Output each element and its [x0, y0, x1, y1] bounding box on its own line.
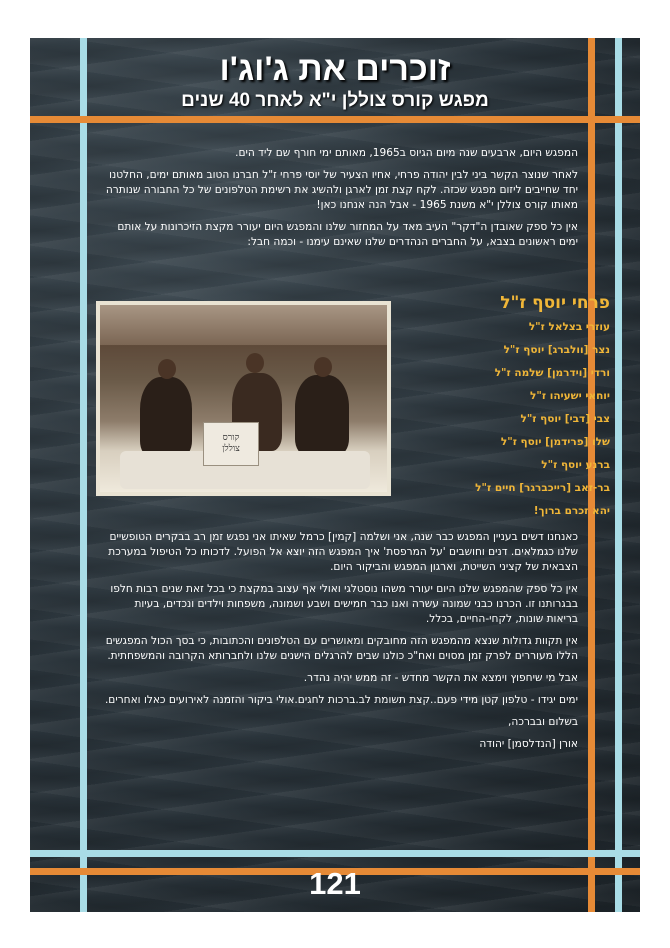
page-subtitle: מפגש קורס צוללן י"א לאחר 40 שנים	[181, 90, 489, 111]
memorial-name: עוזרי בצלאל ז"ל	[528, 321, 610, 333]
memorial-name: צבי [דבי] יוסף ז"ל	[520, 413, 610, 425]
intro-paragraph: המפגש היום, ארבעים שנה מיום הגיוס ב1965, מאותם ימי חורף שם ליד הים.	[235, 147, 578, 159]
memorial-name: ורדי [וידרמן] שלמה ז"ל	[494, 367, 610, 379]
photo-head-left	[158, 359, 176, 379]
body-text	[100, 530, 578, 759]
frame-line-right-cyan	[615, 38, 622, 912]
memorial-closing: יהא זכרם ברוך!	[533, 505, 610, 517]
intro-text	[100, 146, 578, 257]
photo-head-middle	[246, 353, 264, 373]
photo-person-right	[295, 375, 349, 455]
body-paragraph: ימים יגידו - טלפון קטן מידי פעם..קצת תשומת לב.ברכות לחגים.אולי ביקור והזמנה לאירועים כאלו ואחרים.	[104, 694, 578, 706]
frame-line-top-orange	[30, 116, 640, 123]
memorial-name: נצר [וולברג] יוסף ז"ל	[503, 344, 610, 356]
body-paragraph: כאנחנו דשים בעניין המפגש כבר שנה, אני ושלמה [קמין] כרמל שאיתו אני נפגש זמן רב בבקרים הטופשיים שלנו כגמלאים. דנים וחושבים 'על המרפסת' איך המפגש הזה יוצא אל הפועל. לדכותו כל הטיפול במערכת הצבאית של קציני השייטת, וארגון המפגש והביקור היום.	[108, 531, 578, 573]
signature: אורן [הנדלסמן] יהודה	[479, 738, 578, 750]
memorial-name: יוחאי ישעיהו ז"ל	[530, 390, 610, 402]
page-title: זוכרים את ג'וג'ו	[219, 50, 451, 88]
frame-line-left-cyan	[80, 38, 87, 912]
intro-paragraph: לאחר שנוצר הקשר בּיני לבין יהודה פרחי, אחיו הצעיר של יוסי פרחי ז"ל חברנו הטוב מאותם ימים, החלטנו יחד שחייבים ליזום מפגש שכזה. לקח קצת זמן לארגן ולהשיג את רשימת הטלפונים של כל החבורה שנותרה מאותו קורס צוללן י"א משנת 1965 - אבל הנה אנחנו כאן!	[105, 169, 578, 211]
photo-scene	[100, 305, 387, 492]
photo-head-right	[314, 357, 332, 377]
body-paragraph: אין תקוות גדולות שנצא מהמפגש הזה מחובקים ומאושרים עם הטלפונים והכתובות, כי בסך הכול המפגשים הללו מעוררים לפרק זמן מסוים ואח"כ כולנו שבים להרגלים הישנים שלנו ולחברותא הקרובה והמשפחתית.	[105, 635, 578, 662]
body-paragraph: אין כל ספק שהמפגש שלנו היום יעורר משהו נוסטלגי ואולי אף עצוב במקצת כי בכל זאת שנים רבות חלפו בבגרותנו זו. הכרנו כבני שמונה עשרה ואנו כבר חמישים ושבע ושמונה, משפחות וילדים ונכדים, בעיות בריאות שונות, לקחי-החיים, בכלל.	[110, 583, 578, 625]
page-background	[30, 38, 640, 912]
frame-line-bottom-cyan	[30, 850, 640, 857]
memorial-name: בר-זאב [רייכברגר] חיים ז"ל	[475, 482, 610, 494]
photo-sign-line: קורס	[222, 433, 240, 443]
memorial-name: שלו [פרידמן] יוסף ז"ל	[500, 436, 610, 448]
memorial-list	[405, 293, 610, 528]
photo-background-building	[100, 305, 387, 345]
photo-sign-line: צוללן	[222, 444, 240, 454]
memorial-name: ברנע יוסף ז"ל	[541, 459, 610, 471]
page-number: 121	[309, 866, 361, 901]
memorial-first-name: פרחי יוסף ז"ל	[500, 293, 610, 313]
intro-paragraph: אין כל ספק שאובדן ה"דקר" העיב מאד על המחזור שלנו והמפגש היום יעורר מקצת הזיכרונות על אותם ימים ראשונים בצבא, על החברים הנהדרים שלנו שאינם עימנו - וכמה חבל:	[117, 221, 578, 248]
photo-person-left	[140, 377, 192, 457]
photo-sign	[203, 422, 259, 466]
signoff: בשלום ובברכה,	[508, 716, 578, 728]
body-paragraph: אבל מי שיחפוץ וימצא את הקשר מחדש - זה ממש יהיה נהדר.	[303, 672, 578, 684]
group-photo	[96, 301, 391, 496]
